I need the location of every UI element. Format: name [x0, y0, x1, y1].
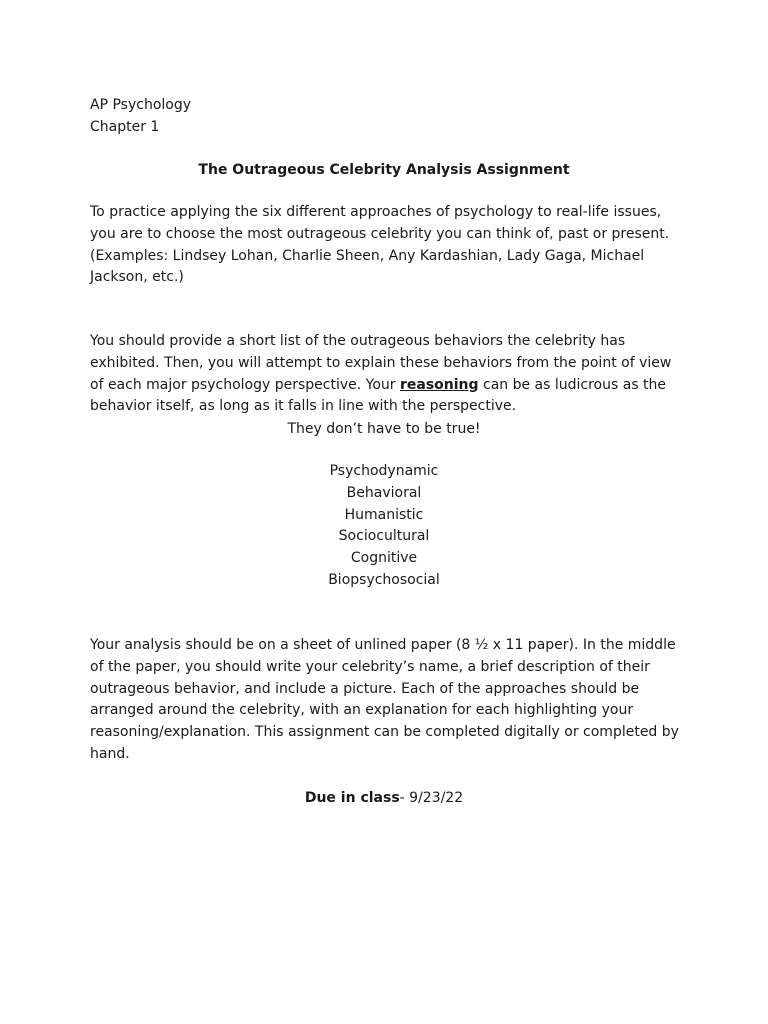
assignment-title: The Outrageous Celebrity Analysis Assignment	[198, 162, 570, 178]
analysis-paragraph	[90, 635, 690, 766]
perspective-item: Cognitive	[350, 550, 418, 567]
due-label: Due in class	[304, 790, 400, 806]
instructions-line: behavior itself, as long as it falls in line with the perspective.	[90, 398, 517, 415]
perspective-item: Humanistic	[344, 506, 424, 523]
due-date-line	[0, 787, 768, 809]
analysis-line: Your analysis should be on a sheet of unlined paper (8 ½ x 11 paper). In the middle	[90, 637, 676, 653]
intro-line: Jackson, etc.)	[90, 269, 184, 286]
instructions-line: You should provide a short list of the outrageous behaviors the celebrity has	[90, 333, 626, 349]
perspective-item: Sociocultural	[338, 528, 430, 545]
analysis-line: hand.	[90, 745, 130, 762]
due-separator: -	[399, 790, 410, 806]
instructions-text: can be as ludicrous as the	[478, 376, 667, 393]
intro-line: (Examples: Lindsey Lohan, Charlie Sheen, Any Kardashian, Lady Gaga, Michael	[90, 247, 645, 264]
intro-paragraph	[90, 202, 690, 289]
analysis-line: outrageous behavior, and include a picture. Each of the approaches should be	[90, 680, 640, 697]
instructions-line	[90, 375, 690, 397]
not-true-note: They don’t have to be true!	[287, 421, 481, 437]
perspective-item: Psychodynamic	[329, 463, 439, 479]
reasoning-emphasis: reasoning	[399, 376, 479, 393]
course-name: AP Psychology	[90, 97, 192, 113]
analysis-line: of the paper, you should write your celebrity’s name, a brief description of their	[90, 658, 650, 675]
analysis-line: arranged around the celebrity, with an explanation for each highlighting your	[90, 702, 634, 719]
due-date: 9/23/22	[409, 790, 464, 806]
intro-line: To practice applying the six different approaches of psychology to real-life issues,	[90, 204, 662, 220]
intro-line: you are to choose the most outrageous celebrity you can think of, past or present.	[90, 225, 670, 242]
instructions-line: exhibited. Then, you will attempt to explain these behaviors from the point of view	[90, 354, 672, 371]
perspective-item: Biopsychosocial	[328, 571, 440, 588]
instructions-paragraph	[90, 331, 690, 418]
instructions-text: of each major psychology perspective. Your	[90, 376, 400, 393]
perspectives-list	[0, 461, 768, 592]
chapter-label: Chapter 1	[90, 119, 160, 135]
perspective-item: Behavioral	[346, 484, 422, 501]
analysis-line: reasoning/explanation. This assignment can be completed digitally or completed by	[90, 724, 679, 741]
